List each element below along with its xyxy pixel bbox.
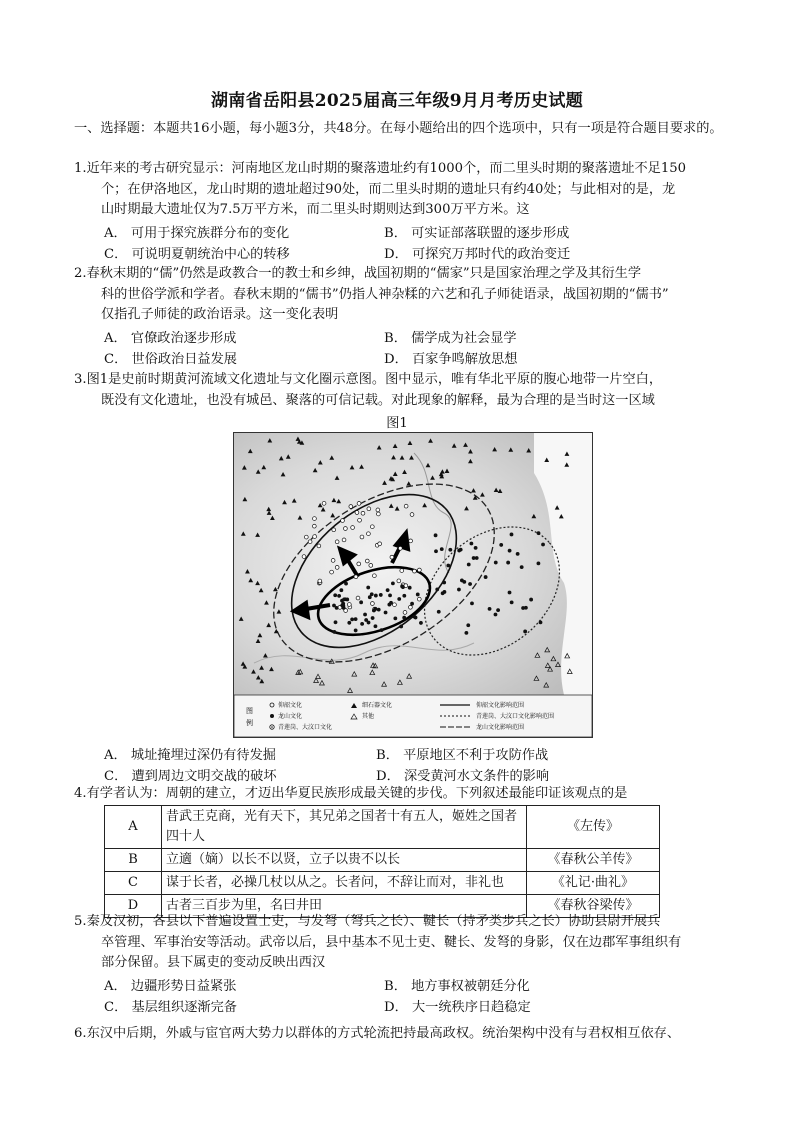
option-c[interactable]: C． 世俗政治日益发展 (104, 352, 237, 367)
longshan-site-marker (541, 543, 545, 547)
yangshao-site-marker (413, 569, 417, 573)
question-text-line: 东汉中后期，外戚与宦官两大势力以群体的方式轮流把持最高政权。统治架构中没有与君权相互依存、 (86, 1026, 681, 1041)
source-table (104, 805, 660, 918)
option-c[interactable]: C． 遭到周边文明交战的破坏 (104, 769, 277, 784)
longshan-site-marker (488, 607, 492, 611)
longshan-site-marker (474, 546, 478, 550)
legend-item: 细石器文化 (362, 702, 393, 709)
option-a[interactable]: A． 边疆形势日益紧张 (104, 979, 237, 994)
option-d[interactable]: D． 可探究万邦时代的政治变迁 (384, 247, 571, 262)
question-number: 3. (74, 372, 87, 387)
longshan-site-marker (441, 591, 445, 595)
longshan-site-marker (516, 552, 520, 556)
longshan-site-marker (537, 561, 541, 565)
question-number: 5. (74, 914, 87, 929)
question-text-line: 卒管理、军事治安等活动。武帝以后，县中基本不见士吏、鞬长、发弩的身影，仅在边郡军事组织有 (101, 934, 682, 950)
longshan-site-marker (393, 616, 397, 620)
longshan-site-marker (472, 556, 476, 560)
longshan-site-marker (380, 628, 384, 632)
yangshao-site-marker (331, 559, 335, 563)
longshan-site-marker (469, 542, 473, 546)
longshan-site-marker (434, 533, 438, 537)
yangshao-site-marker (371, 602, 375, 606)
row-key: C (105, 872, 162, 895)
longshan-site-marker (459, 548, 463, 552)
longshan-site-marker (524, 606, 528, 610)
section-instructions: 一、选择题：本题共16小题，每小题3分，共48分。在每小题给出的四个选项中，只有一项是符合题目要求的。 (74, 121, 723, 136)
longshan-site-marker (374, 594, 378, 598)
yangshao-site-marker (335, 565, 339, 569)
longshan-site-marker (384, 611, 388, 615)
row-source: 《左传》 (527, 806, 660, 849)
yangshao-site-marker (397, 579, 401, 583)
longshan-site-marker (402, 616, 406, 620)
longshan-site-marker (332, 630, 336, 634)
yangshao-site-marker (347, 603, 351, 607)
yangshao-site-marker (403, 611, 407, 615)
longshan-site-marker (484, 575, 488, 579)
longshan-site-marker (399, 625, 403, 629)
legend-item: 其他 (362, 713, 375, 720)
yangshao-site-marker (357, 562, 361, 566)
longshan-site-marker (391, 581, 395, 585)
row-key: A (105, 806, 162, 849)
row-source: 《礼记·曲礼》 (527, 872, 660, 895)
option-b[interactable]: B． 可实证部落联盟的逐步形成 (384, 226, 570, 241)
yangshao-site-marker (308, 540, 312, 544)
longshan-site-marker (442, 581, 446, 585)
option-b[interactable]: B． 儒学成为社会显学 (384, 331, 517, 346)
yangshao-site-marker (313, 535, 317, 539)
longshan-site-marker (408, 586, 412, 590)
longshan-site-marker (496, 608, 500, 612)
option-d[interactable]: D． 百家争鸣解放思想 (384, 352, 518, 367)
longshan-site-marker (354, 617, 358, 621)
question-text-line: 仅指孔子师徒的政治语录。这一变化表明 (101, 307, 339, 322)
yangshao-site-marker (335, 540, 339, 544)
question-3-options (104, 744, 724, 786)
longshan-site-marker (335, 606, 339, 610)
longshan-site-marker (340, 603, 344, 607)
longshan-site-marker (333, 593, 337, 597)
longshan-site-marker (464, 631, 468, 635)
longshan-site-marker (360, 622, 364, 626)
yangshao-site-marker (400, 569, 404, 573)
question-5 (74, 912, 728, 974)
yangshao-site-marker (312, 524, 316, 528)
longshan-site-marker (437, 610, 441, 614)
yangshao-site-marker (304, 535, 308, 539)
yangshao-site-marker (318, 579, 322, 583)
longshan-site-marker (363, 613, 367, 617)
row-source: 《春秋公羊传》 (527, 849, 660, 872)
yangshao-site-marker (410, 513, 414, 517)
yangshao-site-marker (344, 527, 348, 531)
map-svg (234, 433, 592, 737)
yangshao-site-marker (357, 502, 361, 506)
legend-title: 图 (246, 707, 253, 715)
longshan-site-marker (401, 585, 405, 589)
longshan-site-marker (523, 630, 527, 634)
longshan-site-marker (510, 533, 514, 537)
yangshao-site-marker (390, 555, 394, 559)
legend-item: 青莲岗、大汶口文化 (278, 724, 333, 731)
yangshao-site-marker (313, 517, 317, 521)
longshan-site-marker (350, 618, 354, 622)
question-5-options (104, 975, 724, 1017)
question-text-line: 近年来的考古研究显示：河南地区龙山时期的聚落遗址约有1000个，而二里头时期的聚落遗址不足150 (86, 161, 687, 176)
question-text-line: 秦及汉初，各县以下普遍设置士吏，与发弩（弩兵之长）、鞬长（持矛类步兵之长）协助县尉开展兵 (86, 914, 661, 929)
yangshao-site-marker (330, 570, 334, 574)
yangshao-site-marker (351, 526, 355, 530)
yangshao-site-marker (378, 542, 382, 546)
yangshao-site-marker (409, 605, 413, 609)
longshan-site-marker (339, 588, 343, 592)
question-text-line: 部分保留。县下属吏的变动反映出西汉 (101, 955, 326, 970)
question-3 (74, 370, 728, 411)
longshan-site-marker (337, 594, 341, 598)
question-6 (74, 1024, 728, 1045)
row-text: 古者三百步为里，名曰井田 (162, 895, 527, 918)
legend-item: 龙山文化 (278, 713, 303, 720)
longshan-site-marker (468, 582, 472, 586)
yangshao-site-marker (358, 518, 362, 522)
longshan-site-marker (379, 593, 383, 597)
longshan-site-marker (397, 597, 401, 601)
row-key: B (105, 849, 162, 872)
longshan-site-marker (366, 586, 370, 590)
yangshao-site-marker (317, 544, 321, 548)
question-number: 1. (74, 161, 87, 176)
longshan-site-marker (434, 549, 438, 553)
longshan-site-marker (419, 621, 423, 625)
yangshao-site-marker (355, 511, 359, 515)
legend-item: 龙山文化影响范围 (476, 724, 525, 731)
row-text: 立適（嫡）以长不以贤，立子以贵不以长 (162, 849, 527, 872)
yangshao-site-marker (376, 512, 380, 516)
longshan-site-marker (494, 561, 498, 565)
longshan-site-marker (470, 601, 474, 605)
longshan-site-marker (359, 600, 363, 604)
option-c[interactable]: C． 基层组织逐渐完备 (104, 1000, 237, 1015)
yangshao-site-marker (404, 504, 408, 508)
longshan-site-marker (499, 543, 503, 547)
legend-item: 青莲岗、大汶口文化影响范围 (476, 713, 555, 720)
question-4 (74, 784, 728, 805)
longshan-site-marker (457, 588, 461, 592)
longshan-site-marker (342, 598, 346, 602)
longshan-site-marker (529, 598, 533, 602)
longshan-site-marker (414, 616, 418, 620)
yangshao-site-marker (365, 559, 369, 563)
longshan-site-marker (416, 593, 420, 597)
longshan-site-marker (334, 620, 338, 624)
yangshao-site-marker (354, 575, 358, 579)
longshan-site-marker (440, 547, 444, 551)
yangshao-site-marker (370, 525, 374, 529)
row-text: 昔武王克商，光有天下，其兄弟之国者十有五人，姬姓之国者四十人 (162, 806, 527, 849)
longshan-site-marker (389, 601, 393, 605)
question-text-line: 图1是史前时期黄河流域文化遗址与文化圈示意图。图中显示，唯有华北平原的腹心地带一片空白， (86, 372, 663, 387)
question-1-options (104, 222, 724, 264)
yangshao-site-marker (356, 596, 360, 600)
longshan-site-marker (537, 531, 541, 535)
longshan-site-marker (520, 565, 524, 569)
longshan-site-marker (494, 613, 498, 617)
longshan-site-marker (446, 564, 450, 568)
question-text-line: 有学者认为：周朝的建立，才迈出华夏民族形成最关键的步伐。下列叙述最能印证该观点的是 (86, 786, 628, 801)
yangshao-site-marker (302, 555, 306, 559)
longshan-site-marker (371, 616, 375, 620)
option-b[interactable]: B． 平原地区不利于攻防作战 (376, 748, 549, 763)
legend-symbol-longshan (270, 714, 274, 718)
option-d[interactable]: D． 大一统秩序日趋稳定 (384, 1000, 531, 1015)
option-d[interactable]: D． 深受黄河水文条件的影响 (376, 769, 550, 784)
longshan-site-marker (368, 595, 372, 599)
question-text-line: 个；在伊洛地区，龙山时期的遗址超过90处，而二里头时期的遗址只有约40处；与此相对的是，龙 (101, 181, 676, 197)
legend-item: 仰韶文化 (278, 702, 303, 709)
longshan-site-marker (508, 549, 512, 553)
longshan-site-marker (466, 623, 470, 627)
longshan-site-marker (402, 594, 406, 598)
table-row[interactable] (105, 806, 660, 849)
longshan-site-marker (347, 621, 351, 625)
question-1 (74, 159, 728, 221)
yangshao-site-marker (322, 501, 326, 505)
option-b[interactable]: B． 地方事权被朝廷分化 (384, 979, 530, 994)
question-text-line: 科的世俗学派和学者。春秋末期的“儒书”仍指人神杂糅的六艺和孔子师徒语录，战国初期的“儒书” (101, 286, 669, 302)
archaeology-map-figure (233, 432, 593, 738)
longshan-site-marker (374, 624, 378, 628)
yangshao-site-marker (398, 546, 402, 550)
yangshao-site-marker (409, 539, 413, 543)
yangshao-site-marker (417, 597, 421, 601)
yangshao-site-marker (360, 535, 364, 539)
longshan-site-marker (377, 608, 381, 612)
longshan-site-marker (506, 561, 510, 565)
option-a[interactable]: A． 官僚政治逐步形成 (104, 331, 237, 346)
legend-item: 仰韶文化影响范围 (476, 702, 525, 709)
row-key: D (105, 895, 162, 918)
longshan-site-marker (462, 580, 466, 584)
row-source: 《春秋谷梁传》 (527, 895, 660, 918)
question-number: 2. (74, 266, 87, 281)
question-number: 4. (74, 786, 87, 801)
yangshao-site-marker (341, 519, 345, 523)
longshan-site-marker (372, 609, 376, 613)
longshan-site-marker (388, 594, 392, 598)
table-row[interactable] (105, 872, 660, 895)
longshan-site-marker (435, 587, 439, 591)
legend-title-2: 例 (246, 719, 253, 727)
longshan-site-marker (510, 600, 514, 604)
question-text-line: 春秋末期的“儒”仍然是政教合一的教士和乡绅，战国初期的“儒家”只是国家治理之学及其衍生学 (86, 266, 642, 281)
option-c[interactable]: C． 可说明夏朝统治中心的转移 (104, 247, 290, 262)
exam-title: 湖南省岳阳县2025届高三年级9月月考历史试题 (210, 91, 584, 111)
question-2-options (104, 327, 724, 369)
longshan-site-marker (410, 602, 414, 606)
yangshao-site-marker (349, 505, 353, 509)
yangshao-site-marker (417, 568, 421, 572)
longshan-site-marker (448, 548, 452, 552)
yangshao-site-marker (367, 507, 371, 511)
yangshao-site-marker (367, 532, 371, 536)
longshan-site-marker (354, 629, 358, 633)
longshan-site-marker (344, 582, 348, 586)
figure-caption: 图1 (386, 416, 408, 431)
yangshao-site-marker (369, 563, 373, 567)
yangshao-site-marker (361, 511, 365, 515)
longshan-site-marker (508, 591, 512, 595)
table-row[interactable] (105, 849, 660, 872)
longshan-site-marker (467, 563, 471, 567)
longshan-site-marker (367, 621, 371, 625)
yangshao-site-marker (376, 508, 380, 512)
question-text-line: 既没有文化遗址，也没有城邑、聚落的可信记载。对此现象的解释，最为合理的是当时这一区域 (101, 392, 655, 408)
longshan-site-marker (386, 588, 390, 592)
question-number: 6. (74, 1026, 87, 1041)
yangshao-site-marker (393, 603, 397, 607)
option-a[interactable]: A． 可用于探究族群分布的变化 (104, 226, 290, 241)
row-text: 谋于长者，必操几杖以从之。长者问，不辞让而对，非礼也 (162, 872, 527, 895)
longshan-site-marker (539, 620, 543, 624)
option-a[interactable]: A． 城址掩埋过深仍有待发掘 (104, 748, 276, 763)
question-text-line: 山时期最大遗址仅为7.5万平方米，而二里头时期则达到300万平方米。这 (101, 202, 530, 217)
yangshao-site-marker (342, 538, 346, 542)
yangshao-site-marker (372, 574, 376, 578)
yangshao-site-marker (332, 528, 336, 532)
question-2 (74, 264, 728, 326)
